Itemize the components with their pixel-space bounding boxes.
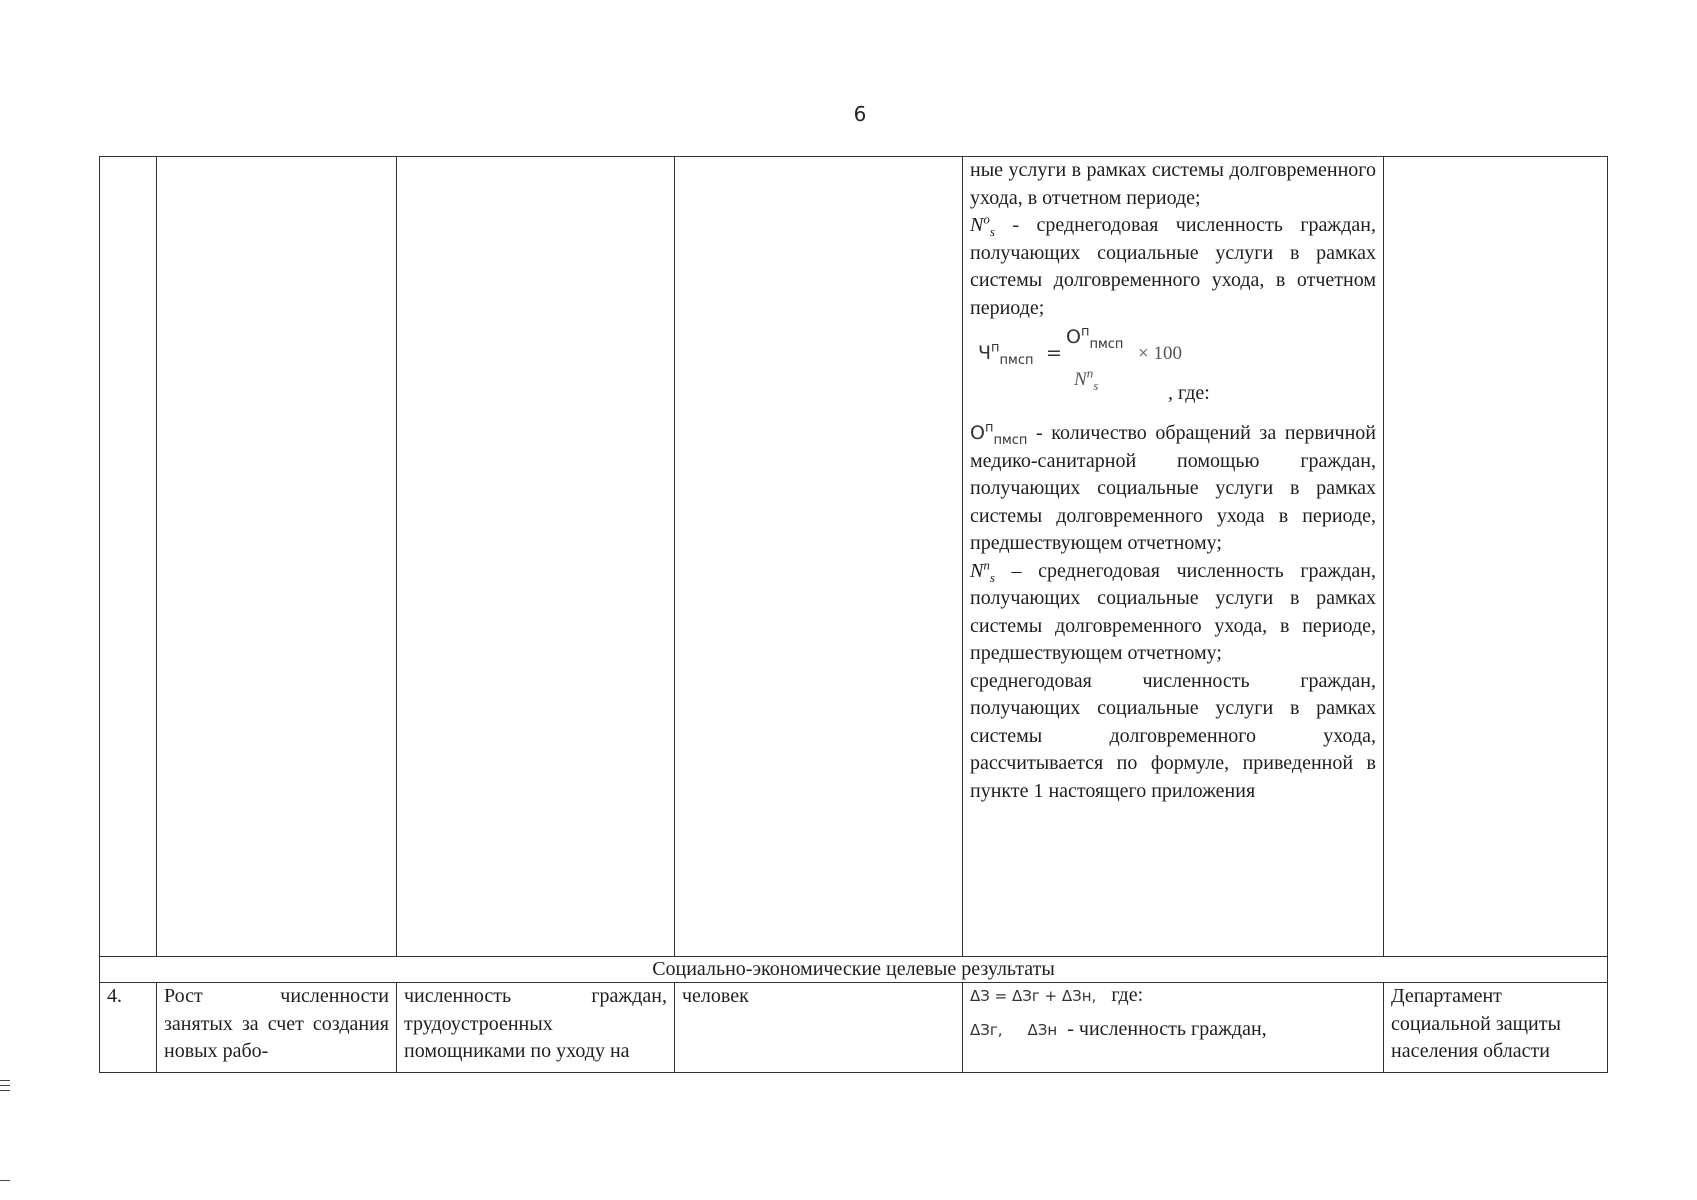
table-row — [100, 983, 1608, 1073]
variable-definition-ns-o — [970, 212, 1376, 322]
formula-ch-pmsp — [970, 324, 1376, 420]
cell-unit: человек — [675, 983, 963, 1073]
cell-result-name: Рост численности занятых за счет создания новых рабо- — [157, 983, 397, 1073]
page-number: 6 — [853, 102, 867, 126]
cell-methodology — [963, 157, 1384, 957]
formula-lhs: $Ч^п_{пмсп}$ — [978, 340, 1034, 368]
formula-numerator: $О^п_{пмсп}$ — [1066, 324, 1124, 352]
cell-number: 4. — [100, 983, 157, 1073]
cell-indicator — [397, 157, 675, 957]
formula-where: где: — [1111, 984, 1144, 1006]
binding-mark — [0, 1180, 10, 1181]
section-row — [100, 957, 1608, 983]
cell-responsible: Департамент социальной защиты населения области — [1384, 983, 1608, 1073]
table-row — [100, 157, 1608, 957]
formula-multiplier: × 100 — [1138, 343, 1182, 364]
cell-result-name — [157, 157, 397, 957]
indicator-table — [99, 156, 1608, 1073]
variable-definition-o-pmsp — [970, 420, 1376, 558]
variable-symbol-b: ΔЗн — [1027, 1021, 1058, 1039]
variable-description: - численность граждан, — [1067, 1018, 1267, 1040]
formula-expression: ΔЗ = ΔЗг + ΔЗн, — [970, 987, 1097, 1005]
formula-denominator: $N^п_s$ — [1074, 365, 1099, 393]
binding-mark — [0, 1080, 10, 1081]
variable-symbol: $О^п_{пмсп}$ — [970, 420, 1028, 448]
variable-symbol-a: ΔЗг, — [970, 1021, 1003, 1039]
cell-methodology — [963, 983, 1384, 1073]
methodology-note: среднегодовая численность граждан, получающих социальные услуги в рамках системы долговременного ухода, рассчитывается по формуле, приведенной в пункте 1 настоящего приложения — [970, 669, 1376, 802]
variable-description: – среднегодовая численность граждан, получающих социальные услуги в рамках системы долговременного ухода, в периоде, предшествующем отчетному; — [970, 559, 1376, 664]
methodology-text-1: ные услуги в рамках системы долговременного ухода, в отчетном периоде; — [970, 159, 1376, 209]
formula-equals: = — [1046, 342, 1062, 364]
variable-symbol: $N^n_s$ — [970, 556, 995, 585]
variable-definition-ns-n — [970, 558, 1376, 668]
variable-description: - количество обращений за первичной медико-санитарной помощью граждан, получающих социальные услуги в рамках системы долговременного ухода в периоде, предшествующем отчетному; — [970, 422, 1377, 554]
cell-unit — [675, 157, 963, 957]
binding-mark — [0, 1090, 10, 1091]
variable-definition-delta-z — [970, 1016, 1376, 1043]
cell-number — [100, 157, 157, 957]
formula-delta-z — [970, 983, 1376, 1008]
variable-symbol: $N^o_s$ — [970, 211, 995, 239]
section-heading: Социально-экономические целевые результаты — [100, 957, 1608, 983]
cell-indicator: численность граждан, трудоустроенных помощниками по уходу на — [397, 983, 675, 1073]
formula-where: , где: — [1168, 382, 1210, 404]
cell-responsible — [1384, 157, 1608, 957]
variable-description: - среднегодовая численность граждан, получающих социальные услуги в рамках системы долговременного ухода, в отчетном периоде; — [970, 214, 1377, 319]
binding-mark — [0, 1085, 10, 1086]
